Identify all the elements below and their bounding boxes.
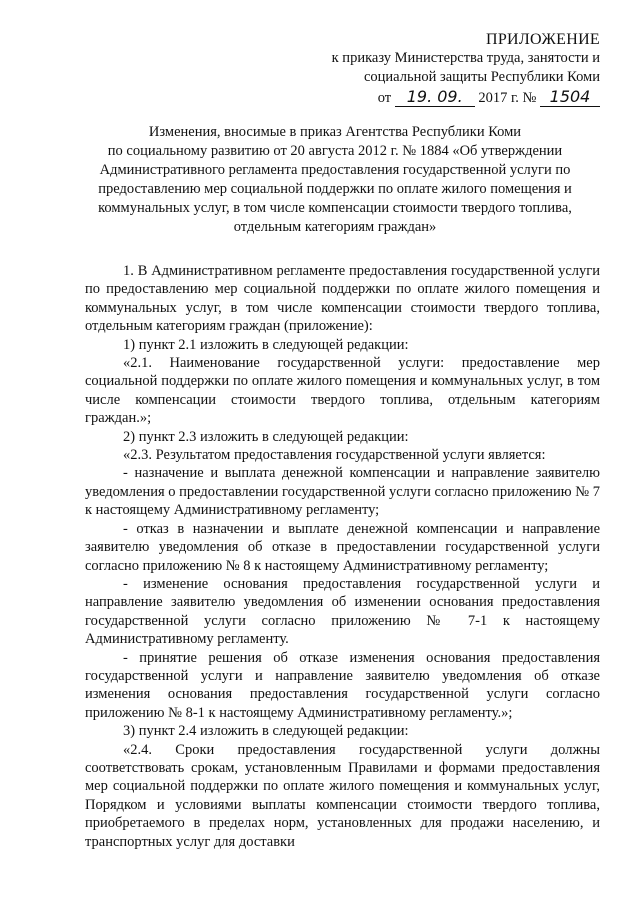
title-line: коммунальных услуг, в том числе компенсации стоимости твердого топлива,	[98, 200, 572, 216]
title-line: Административного регламента предоставления государственной услуги по	[99, 162, 571, 178]
order-ref-line-2: социальной защиты Республики Коми	[363, 69, 600, 85]
document-title	[60, 123, 610, 237]
handwritten-number: 1504	[540, 87, 600, 107]
paragraph-item-1: 1) пункт 2.1 изложить в следующей редакции:	[123, 336, 409, 353]
year-text: 2017 г.	[478, 90, 519, 106]
paragraph-item-3: 3) пункт 2.4 изложить в следующей редакции:	[123, 723, 409, 740]
paragraph-bullet: - отказ в назначении и выплате денежной компенсации и направление заявителю уведомления об отказе в предоставлении государственной услуги согласно приложению № 8 к настоящему Административному регламенту;	[85, 520, 600, 574]
title-line: Изменения, вносимые в приказ Агентства Республики Коми	[148, 124, 522, 140]
paragraph-clause-2-3: «2.3. Результатом предоставления государственной услуги является:	[123, 447, 546, 464]
paragraph-clause-2-1: «2.1. Наименование государственной услуги: предоставление мер социальной поддержки по оплате жилого помещения и коммунальных услуг, в том числе компенсации стоимости твердого топлива, отдельным категориям граждан.»;	[85, 355, 600, 427]
order-date-line	[332, 87, 600, 108]
paragraph-bullet: - принятие решения об отказе изменения основания предоставления государственной услуги и направление заявителю уведомления об отказе изменения основания предоставления государственной услуги согласно приложению № 8-1 к настоящему Административному регламенту.»;	[85, 649, 600, 721]
paragraph-clause-2-4: «2.4. Сроки предоставления государственной услуги должны соответствовать срокам, установленным Правилами и формами предоставления мер социальной поддержки по оплате жилого помещения и коммунальных услуг, Порядком и условиями выплаты компенсации стоимости твердого топлива, приобретаемого в пределах норм, установленных для продажи населению, и транспортных услуг для доставки	[85, 741, 600, 850]
handwritten-date: 19. 09.	[395, 87, 475, 107]
paragraph-item-2: 2) пункт 2.3 изложить в следующей редакции:	[123, 428, 409, 445]
title-line: по социальному развитию от 20 августа 2012 г. № 1884 «Об утверждении	[107, 143, 563, 159]
document-body	[85, 262, 600, 851]
date-prefix: от	[377, 90, 392, 106]
number-prefix: №	[522, 90, 537, 106]
appendix-caption: ПРИЛОЖЕНИЕ	[485, 31, 600, 48]
paragraph-section-1: 1. В Административном регламенте предоставления государственной услуги по предоставлению мер социальной поддержки по оплате жилого помещения и коммунальных услуг, в том числе компенсации стоимости твердого топлива, отдельным категориям граждан (приложение):	[85, 263, 600, 335]
appendix-header	[332, 30, 600, 108]
paragraph-bullet: - изменение основания предоставления государственной услуги и направление заявителю уведомления об изменении основания предоставления государственной услуги согласно приложению № 7-1 к настоящему Административному регламенту.	[85, 575, 600, 648]
paragraph-bullet: - назначение и выплата денежной компенсации и направление заявителю уведомления о предоставлении государственной услуги согласно приложению № 7 к настоящему Административному регламенту;	[85, 465, 600, 519]
order-ref-line-1: к приказу Министерства труда, занятости и	[331, 50, 600, 66]
title-line: предоставлению мер социальной поддержки по оплате жилого помещения и	[98, 181, 572, 197]
title-line: отдельным категориям граждан»	[233, 219, 437, 235]
